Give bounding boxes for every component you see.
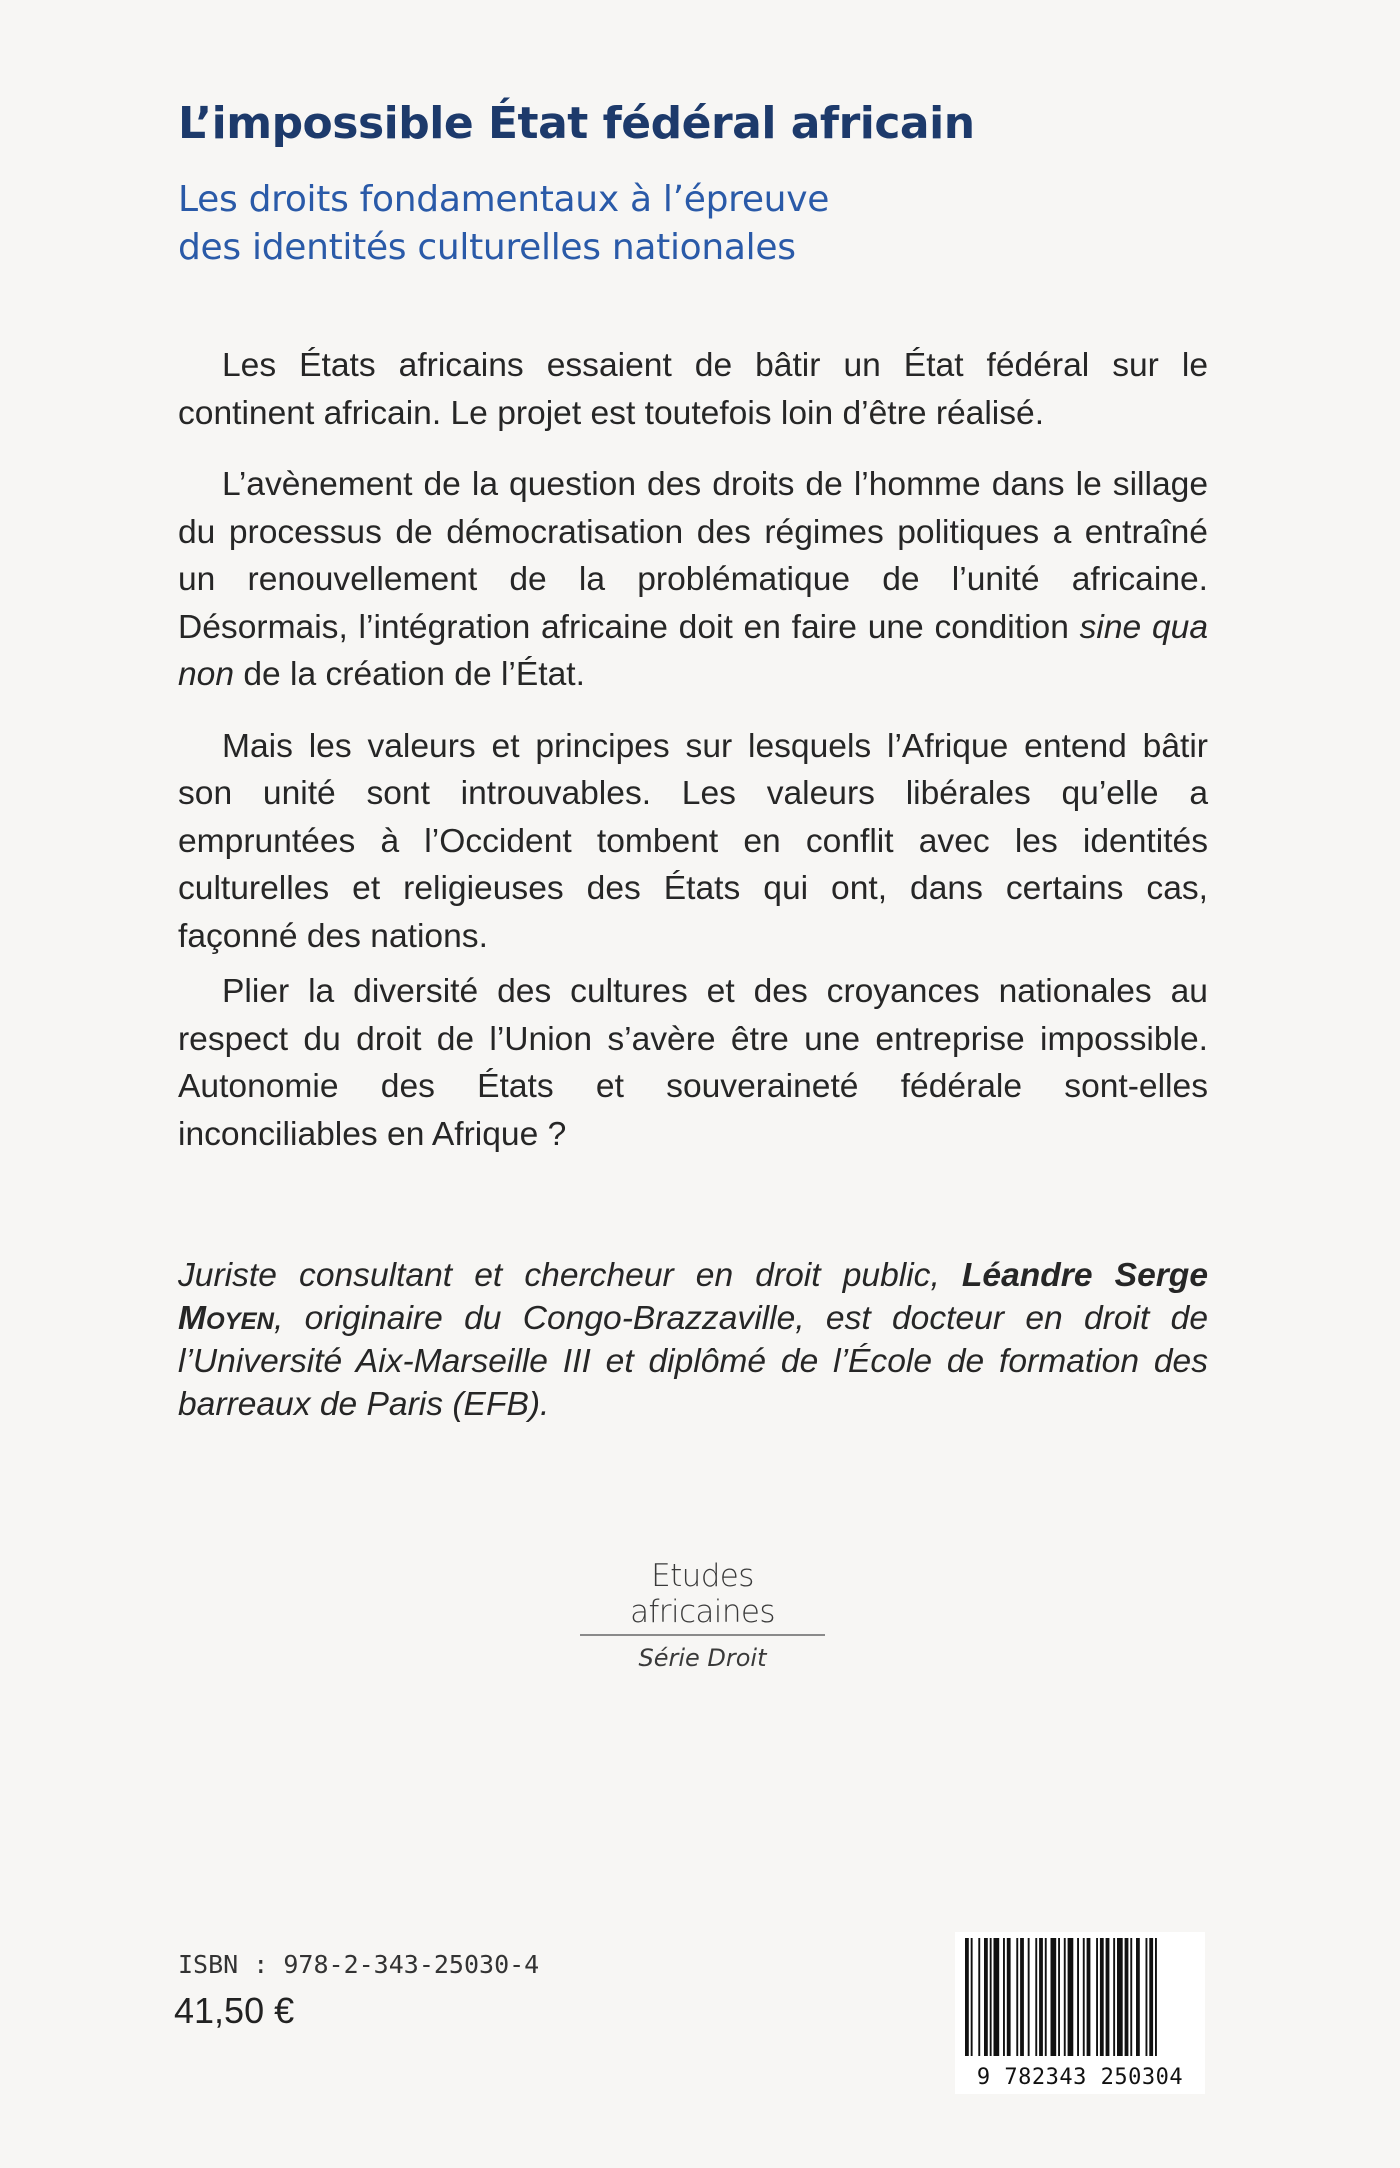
barcode-bar [1087, 1938, 1091, 2056]
barcode-bar [1020, 1938, 1024, 2056]
barcode-digits: 9 782343 250304 [976, 2065, 1184, 2090]
barcode-bar [1130, 1938, 1132, 2056]
blurb-paragraph-1: Les États africains essaient de bâtir un État fédéral sur le continent africain. Le projet est toutefois loin d’être réalisé. [178, 347, 1208, 432]
p2-text-a: L’avènement de la question des droits de l’homme dans le sillage du processus de démocratisation des régimes politiques a entraîné un renouvellement de la problématique de l’unité africaine. Désormais, l’intégration africaine doit en faire une condition [178, 466, 1208, 646]
barcode-bar [1064, 1938, 1066, 2056]
barcode-bar [1077, 1938, 1079, 2056]
blurb-question [178, 968, 1208, 1158]
barcode-bar [1068, 1938, 1074, 2056]
barcode-bars [955, 1932, 1205, 2064]
barcode-bar [1083, 1938, 1085, 2056]
blurb-paragraph-3: Mais les valeurs et principes sur lesquels l’Afrique entend bâtir son unité sont introuvables. Les valeurs libérales qu’elle a empruntées à l’Occident tombent en conflit avec les identités culturelles et religieuses des États qui ont, dans certains cas, façonné des nations. [178, 727, 1208, 955]
blurb-main [178, 342, 1208, 960]
book-subtitle [178, 176, 829, 272]
barcode-bar [1039, 1938, 1043, 2056]
barcode-bar [1100, 1938, 1104, 2056]
barcode-bar [1136, 1938, 1140, 2056]
barcode-bar [965, 1938, 969, 2056]
barcode-bar [1035, 1938, 1037, 2056]
barcode-bar [1016, 1938, 1018, 2056]
barcode-bar [1003, 1938, 1005, 2056]
isbn-number: ISBN : 978-2-343-25030-4 [178, 1950, 540, 1979]
barcode-bar [994, 1938, 1000, 2056]
barcode-bar [1058, 1938, 1060, 2056]
barcode-bar [1149, 1938, 1153, 2056]
subtitle-line-1: Les droits fondamentaux à l’épreuve [178, 179, 830, 220]
barcode-bar [1051, 1938, 1057, 2056]
barcode-bar [1028, 1938, 1030, 2056]
barcode-bar [1117, 1938, 1123, 2056]
barcode-bar [971, 1938, 973, 2056]
p2-italic-phrase: sine qua non [178, 608, 1208, 693]
barcode-icon [955, 1932, 1205, 2094]
barcode-bar [1096, 1938, 1098, 2056]
barcode-bar [984, 1938, 988, 2056]
barcode-bar [978, 1938, 980, 2056]
barcode-bar [990, 1938, 992, 2056]
author-bio [178, 1254, 1208, 1426]
author-surname: Moyen [178, 1300, 274, 1337]
bio-details: , originaire du Congo-Brazzaville, est docteur en droit de l’Université Aix-Marseille III et diplômé de l’École de formation des barreaux de Paris (EFB). [178, 1300, 1208, 1423]
bio-intro: Juriste consultant et chercheur en droit public, [178, 1257, 962, 1294]
barcode-bar [1045, 1938, 1047, 2056]
barcode-bar [1113, 1938, 1115, 2056]
blurb-paragraph-2 [178, 461, 1208, 699]
barcode-bar [1106, 1938, 1110, 2056]
author-name: Léandre Serge [961, 1257, 1208, 1294]
barcode-bar [1155, 1938, 1157, 2056]
barcode-bar [1125, 1938, 1129, 2056]
series-name: Etudes africaines [630, 1558, 775, 1630]
book-title: L’impossible État fédéral africain [178, 98, 975, 149]
subtitle-line-2: des identités culturelles nationales [178, 227, 796, 268]
series-logo [580, 1558, 825, 1672]
series-divider [580, 1634, 825, 1636]
blurb-paragraph-4: Plier la diversité des cultures et des croyances nationales au respect du droit de l’Union s’avère être une entreprise impossible. Autonomie des États et souveraineté fédérale sont-elles inconciliables en Afrique ? [178, 973, 1208, 1153]
p2-text-b: de la création de l’État. [234, 656, 585, 693]
price-label: 41,50 € [174, 1990, 295, 2031]
barcode-bar [1146, 1938, 1148, 2056]
series-subtitle: Série Droit [638, 1644, 767, 1672]
barcode-bar [1007, 1938, 1011, 2056]
